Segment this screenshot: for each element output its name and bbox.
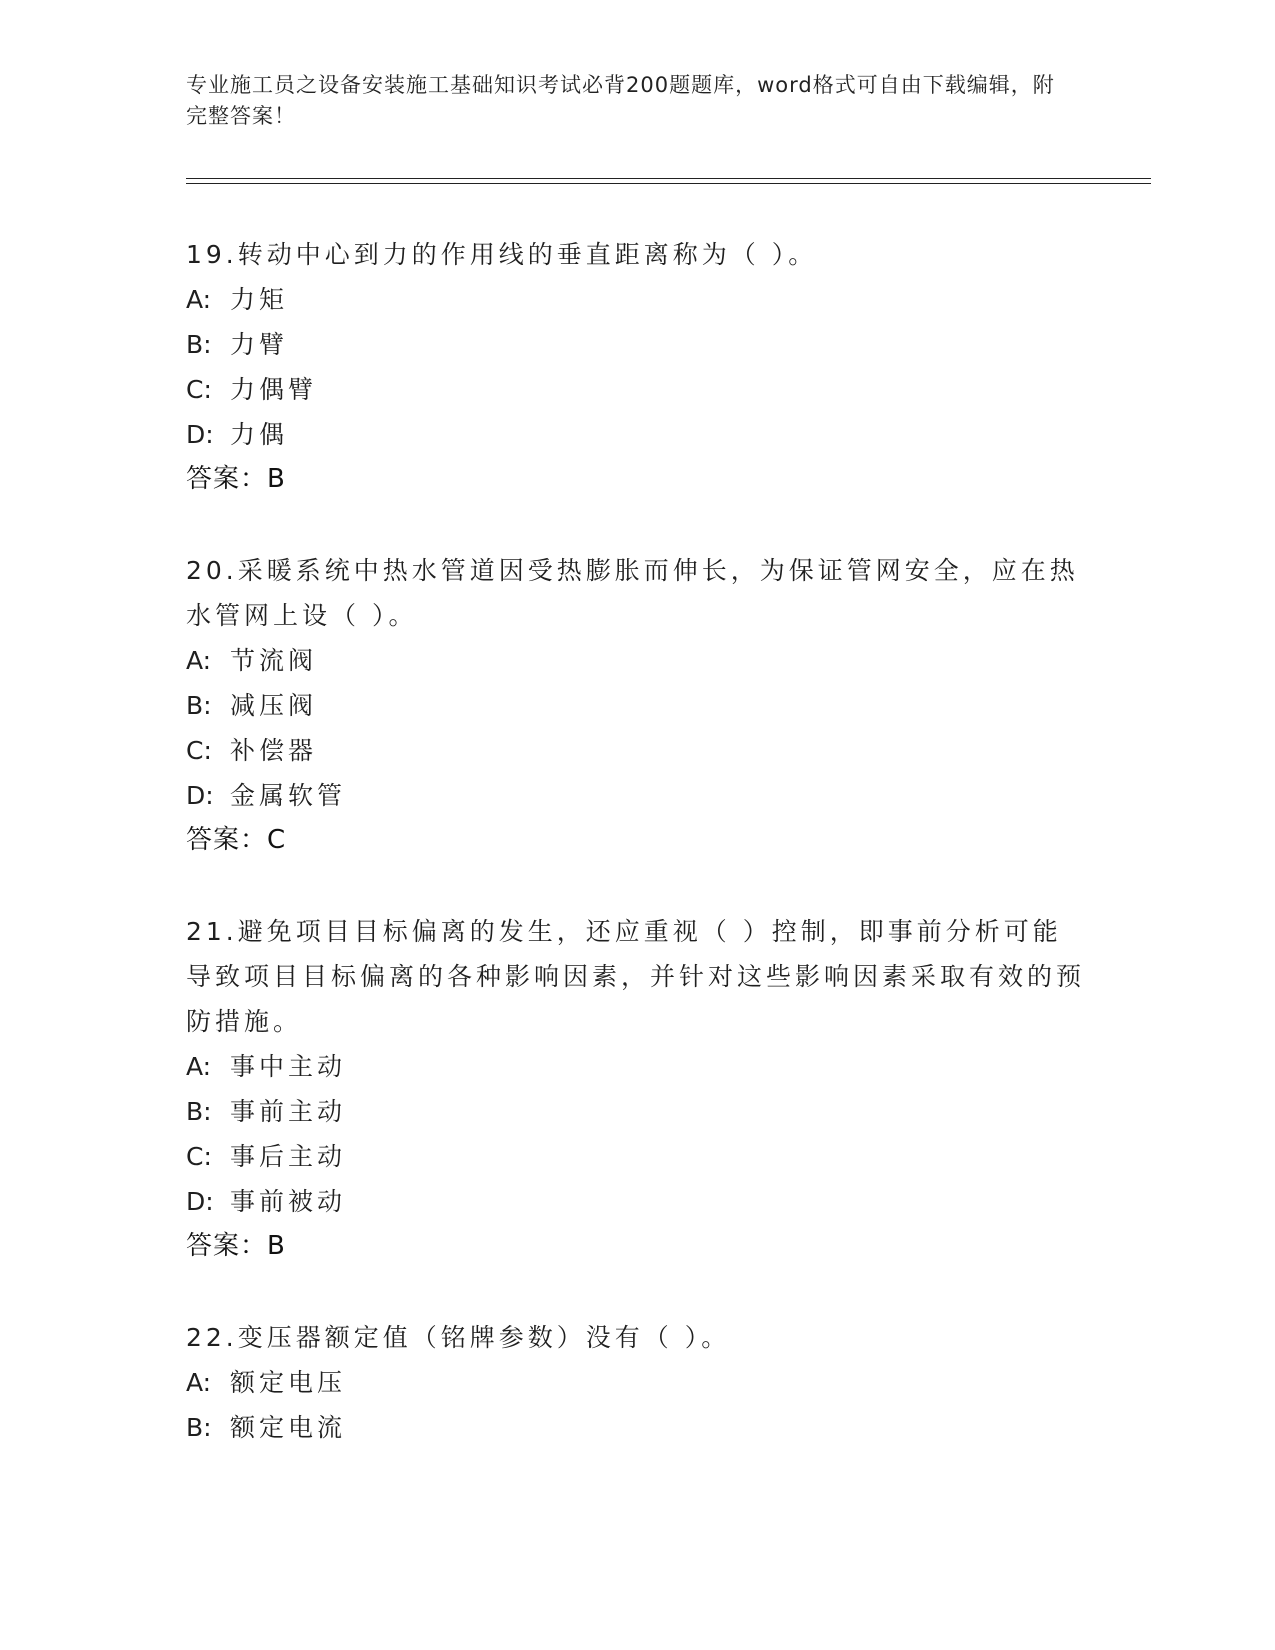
option-letter: D: [186,781,214,810]
option-letter: D: [186,420,214,449]
option-letter: C: [186,375,212,404]
option-text: 事中主动 [230,1052,347,1081]
question-20 [186,548,1086,863]
option-text: 减压阀 [230,691,318,720]
option-letter: B: [186,1413,212,1442]
header-rule-top [186,178,1151,179]
option-b [186,683,1086,728]
option-text: 事前被动 [230,1187,347,1216]
option-d [186,1179,1086,1224]
option-letter: D: [186,1187,214,1216]
question-21 [186,909,1086,1269]
question-list [186,232,1086,1496]
option-b [186,322,1086,367]
option-letter: C: [186,1142,212,1171]
option-c [186,367,1086,412]
answer-line: 答案：B [186,464,286,494]
option-c [186,1134,1086,1179]
option-letter: A: [186,285,212,314]
option-text: 额定电压 [230,1368,347,1397]
option-c [186,728,1086,773]
option-text: 节流阀 [230,646,318,675]
document-header: 专业施工员之设备安装施工基础知识考试必背200题题库，word格式可自由下载编辑，附完整答案！ [186,73,1055,128]
option-a [186,1360,1086,1405]
option-a [186,277,1086,322]
question-stem: 20.采暖系统中热水管道因受热膨胀而伸长，为保证管网安全，应在热水管网上设（ ）。 [186,556,1079,630]
option-letter: A: [186,646,212,675]
question-22 [186,1315,1086,1450]
question-stem: 19.转动中心到力的作用线的垂直距离称为（ ）。 [186,240,818,269]
answer-line: 答案：B [186,1231,286,1261]
option-text: 事后主动 [230,1142,347,1171]
option-letter: A: [186,1368,212,1397]
option-text: 额定电流 [230,1413,347,1442]
option-text: 补偿器 [230,736,318,765]
option-text: 力臂 [230,330,289,359]
option-letter: B: [186,330,212,359]
option-text: 金属软管 [230,781,347,810]
question-stem: 21.避免项目目标偏离的发生，还应重视（ ）控制，即事前分析可能导致项目目标偏离的各种影响因素，并针对这些影响因素采取有效的预防措施。 [186,917,1086,1036]
option-a [186,638,1086,683]
question-stem: 22.变压器额定值（铭牌参数）没有（ ）。 [186,1323,731,1352]
option-letter: C: [186,736,212,765]
option-text: 力偶 [230,420,289,449]
header-rule-bottom [186,183,1151,184]
question-19 [186,232,1086,502]
answer-line: 答案：C [186,825,287,855]
option-a [186,1044,1086,1089]
option-text: 力偶臂 [230,375,318,404]
option-text: 事前主动 [230,1097,347,1126]
option-letter: B: [186,1097,212,1126]
option-b [186,1089,1086,1134]
option-letter: B: [186,691,212,720]
option-d [186,773,1086,818]
option-text: 力矩 [230,285,289,314]
option-d [186,412,1086,457]
option-letter: A: [186,1052,212,1081]
option-b [186,1405,1086,1450]
